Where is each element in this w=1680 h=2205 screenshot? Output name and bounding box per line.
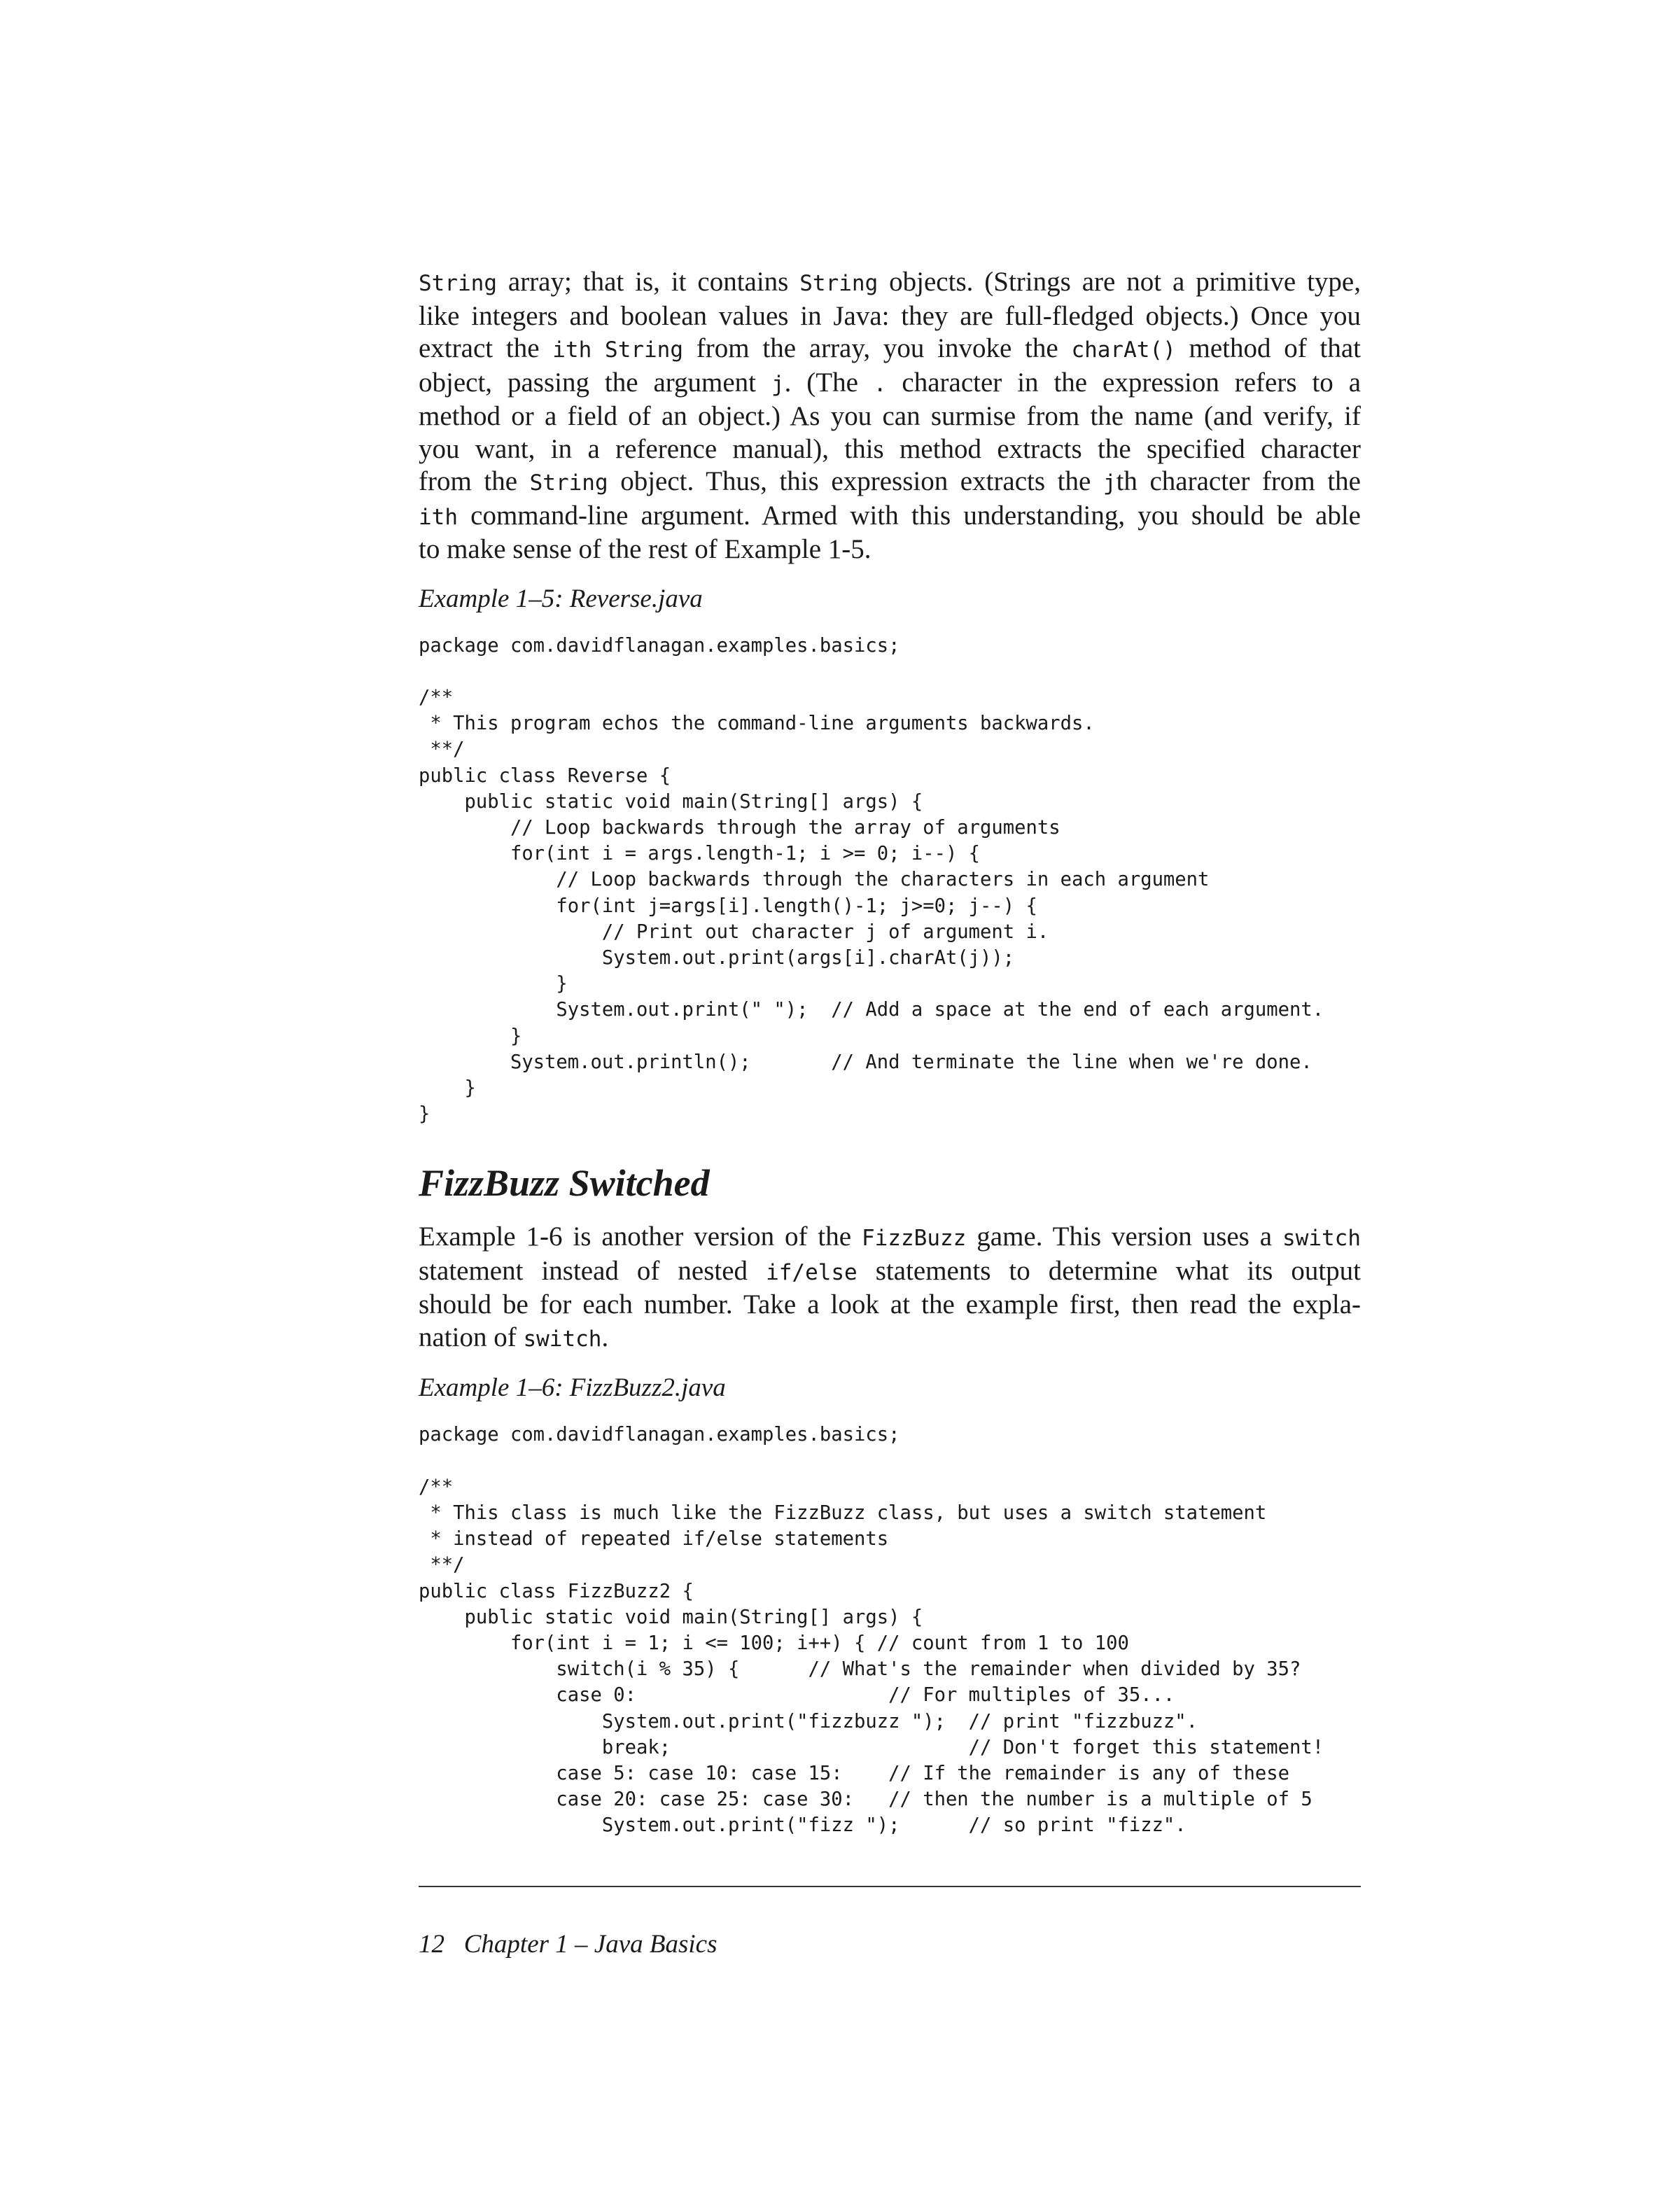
text: from the array, you invoke the xyxy=(683,333,1072,363)
example-6-code: package com.davidflanagan.examples.basics; /** * This class is much like the FizzBuzz class, but uses a switch statement * instead of repeated if/else statements **/ public class FizzBuzz2 { public static void main(String[] args) { for(int i = 1; i <= 100; i++) { // count from 1 to 100 switch(i % 35) { // What's the remainder when divided by 35? case 0: // For multiples of 35... System.out.print("fizzbuzz "); // print "fizzbuzz". break; // Don't forget this statement! case 5: case 10: case 15: // If the remainder is any of these case 20: case 25: case 30: // then the number is a multiple of 5 System.out.print("fizz "); // so print "fizz". xyxy=(419,1424,1324,1837)
intro-line-6 xyxy=(419,433,1361,466)
intro-line-8 xyxy=(419,500,1361,534)
intro-line-3 xyxy=(419,332,1361,367)
text: . xyxy=(601,1322,609,1352)
code-ifelse: if/else xyxy=(766,1259,858,1285)
text: character in the expression refers to a xyxy=(886,367,1362,398)
page-body xyxy=(419,266,1361,1839)
intro-paragraph xyxy=(419,266,1361,566)
code-fizzbuzz: FizzBuzz xyxy=(862,1226,967,1252)
section-heading: FizzBuzz Switched xyxy=(419,1162,710,1205)
section-paragraph xyxy=(419,1221,1361,1355)
page-number: 12 xyxy=(419,1930,444,1959)
text: th character from the xyxy=(1116,466,1361,496)
section-line-1 xyxy=(419,1221,1361,1255)
text: to make sense of the rest of Example 1-5. xyxy=(419,534,872,564)
code-switch: switch xyxy=(1282,1226,1362,1252)
text: method of that xyxy=(1175,333,1361,363)
code-dot: . xyxy=(873,371,887,397)
text: command-line argument. Armed with this understanding, you should be able xyxy=(458,500,1361,531)
text: objects. (Strings are not a primitive type, xyxy=(878,267,1361,297)
code-ith: ith xyxy=(552,337,592,363)
text: . (The xyxy=(784,367,874,398)
text: statement instead of nested xyxy=(419,1255,766,1286)
code-string: String xyxy=(605,337,684,363)
section-line-3 xyxy=(419,1289,1361,1322)
text: game. This version uses a xyxy=(966,1222,1283,1252)
code-j: j xyxy=(1102,470,1116,496)
intro-line-5 xyxy=(419,400,1361,433)
code-j: j xyxy=(771,371,785,397)
intro-line-2 xyxy=(419,300,1361,333)
intro-line-1 xyxy=(419,266,1361,300)
code-switch: switch xyxy=(523,1326,602,1352)
code-charat: charAt() xyxy=(1071,337,1176,363)
intro-line-4 xyxy=(419,367,1361,401)
text: statements to determine what its output xyxy=(857,1255,1361,1286)
page-footer xyxy=(419,1929,717,1960)
text: Example 1-6 is another version of the xyxy=(419,1222,862,1252)
text: like integers and boolean values in Java: they are full-fledged objects.) Once you xyxy=(419,300,1361,331)
code-ith: ith xyxy=(419,504,458,530)
text xyxy=(592,333,605,363)
chapter-title: Chapter 1 – Java Basics xyxy=(463,1930,718,1959)
footer-rule xyxy=(419,1886,1361,1887)
text: extract the xyxy=(419,333,553,363)
text: object. Thus, this expression extracts the xyxy=(608,466,1103,496)
text: you want, in a reference manual), this method extracts the specified character xyxy=(419,433,1361,464)
code-string: String xyxy=(529,470,608,496)
intro-line-7 xyxy=(419,465,1361,500)
section-line-2 xyxy=(419,1255,1361,1289)
example-6-title: Example 1–6: FizzBuzz2.java xyxy=(419,1373,726,1403)
code-string: String xyxy=(419,271,497,296)
intro-line-9 xyxy=(419,533,1361,566)
text: from the xyxy=(419,466,530,496)
text: object, passing the argument xyxy=(419,367,771,398)
text: method or a field of an object.) As you can surmise from the name (and verify, if xyxy=(419,401,1361,431)
text: array; that is, it contains xyxy=(496,267,800,297)
code-string: String xyxy=(799,271,878,296)
text: should be for each number. Take a look at the example first, then read the expla- xyxy=(419,1289,1361,1320)
text: nation of xyxy=(419,1322,524,1352)
example-5-title: Example 1–5: Reverse.java xyxy=(419,584,703,613)
example-5-code: package com.davidflanagan.examples.basics; /** * This program echos the command-line arguments backwards. **/ public class Reverse { public static void main(String[] args) { // Loop backwards through the array of arguments for(int i = args.length-1; i >= 0; i--) { // Loop backwards through the characters in each argument for(int j=args[i].length()-1; j>=0; j--) { // Print out character j of argument i. System.out.print(args[i].charAt(j)); } System.out.print(" "); // Add a space at the end of each argument. } System.out.println(); // And terminate the line when we're done. } } xyxy=(419,634,1324,1126)
section-line-4 xyxy=(419,1322,1361,1356)
